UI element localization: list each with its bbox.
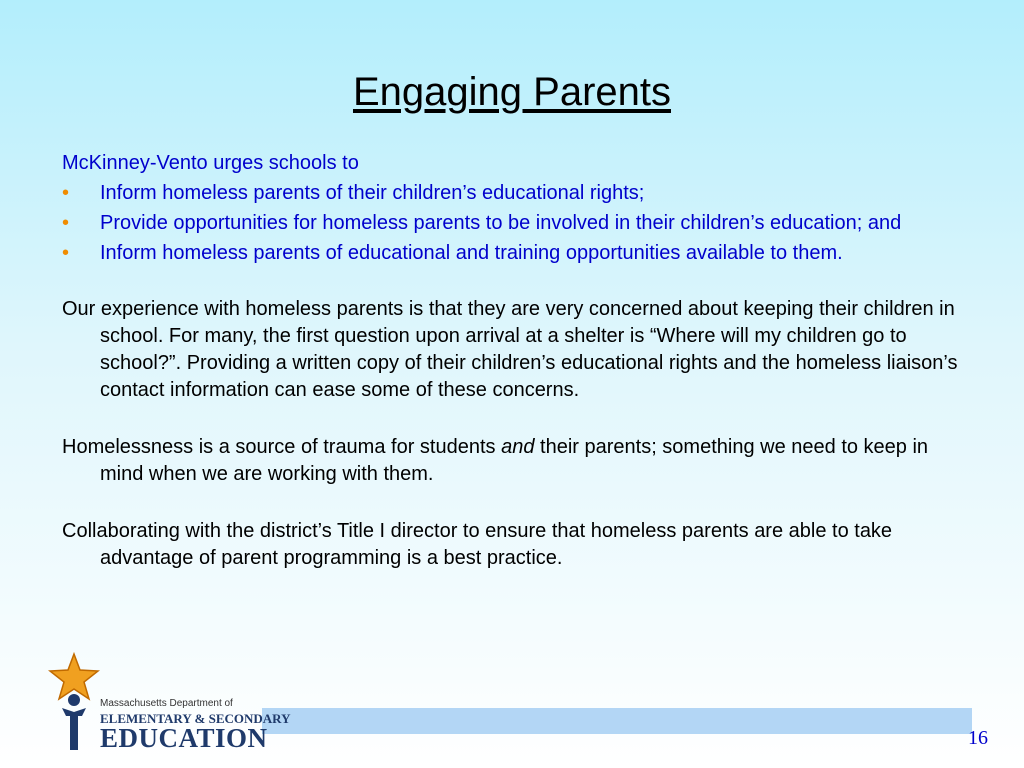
logo [48, 652, 291, 756]
bullet-item [62, 240, 967, 266]
paragraph-trauma-before: Homelessness is a source of trauma for students [62, 436, 502, 458]
bullet-text: Inform homeless parents of their children’s educational rights; [100, 182, 645, 204]
paragraph-trauma-after: their parents; something we need to keep in mind when we are working with them. [100, 436, 929, 485]
footer-bar [262, 708, 972, 734]
bullet-text: Provide opportunities for homeless parents to be involved in their children’s education; and [100, 212, 902, 234]
bullet-icon: • [62, 242, 70, 264]
lead-text: McKinney-Vento urges schools to [62, 152, 359, 174]
bullet-item [62, 180, 967, 206]
slide-content [62, 150, 967, 572]
logo-text-line2: ELEMENTARY & SECONDARY [100, 711, 291, 726]
star-person-logo-icon [48, 652, 100, 752]
paragraph-trauma-emphasis: and [501, 436, 535, 458]
logo-text-line3: EDUCATION [100, 723, 268, 753]
paragraph-experience: Our experience with homeless parents is that they are very concerned about keeping their children in school. For many, the first question upon arrival at a shelter is “Where will my children go to school?”. Providing a written copy of their children’s educational rights and the homeless liaison’s contact information can ease some of these concerns. [62, 298, 958, 401]
logo-text-line1: Massachusetts Department of [100, 698, 233, 709]
paragraph-trauma [62, 434, 967, 488]
bullet-icon: • [62, 212, 70, 234]
bullet-item [62, 210, 967, 236]
page-number: 16 [968, 727, 988, 749]
bullet-icon: • [62, 182, 70, 204]
paragraph-collaborating: Collaborating with the district’s Title I director to ensure that homeless parents are able to take advantage of parent programming is a best practice. [62, 520, 893, 569]
slide-title: Engaging Parents [352, 70, 671, 114]
bullet-list [62, 180, 967, 266]
bullet-text: Inform homeless parents of educational and training opportunities available to them. [100, 242, 843, 264]
